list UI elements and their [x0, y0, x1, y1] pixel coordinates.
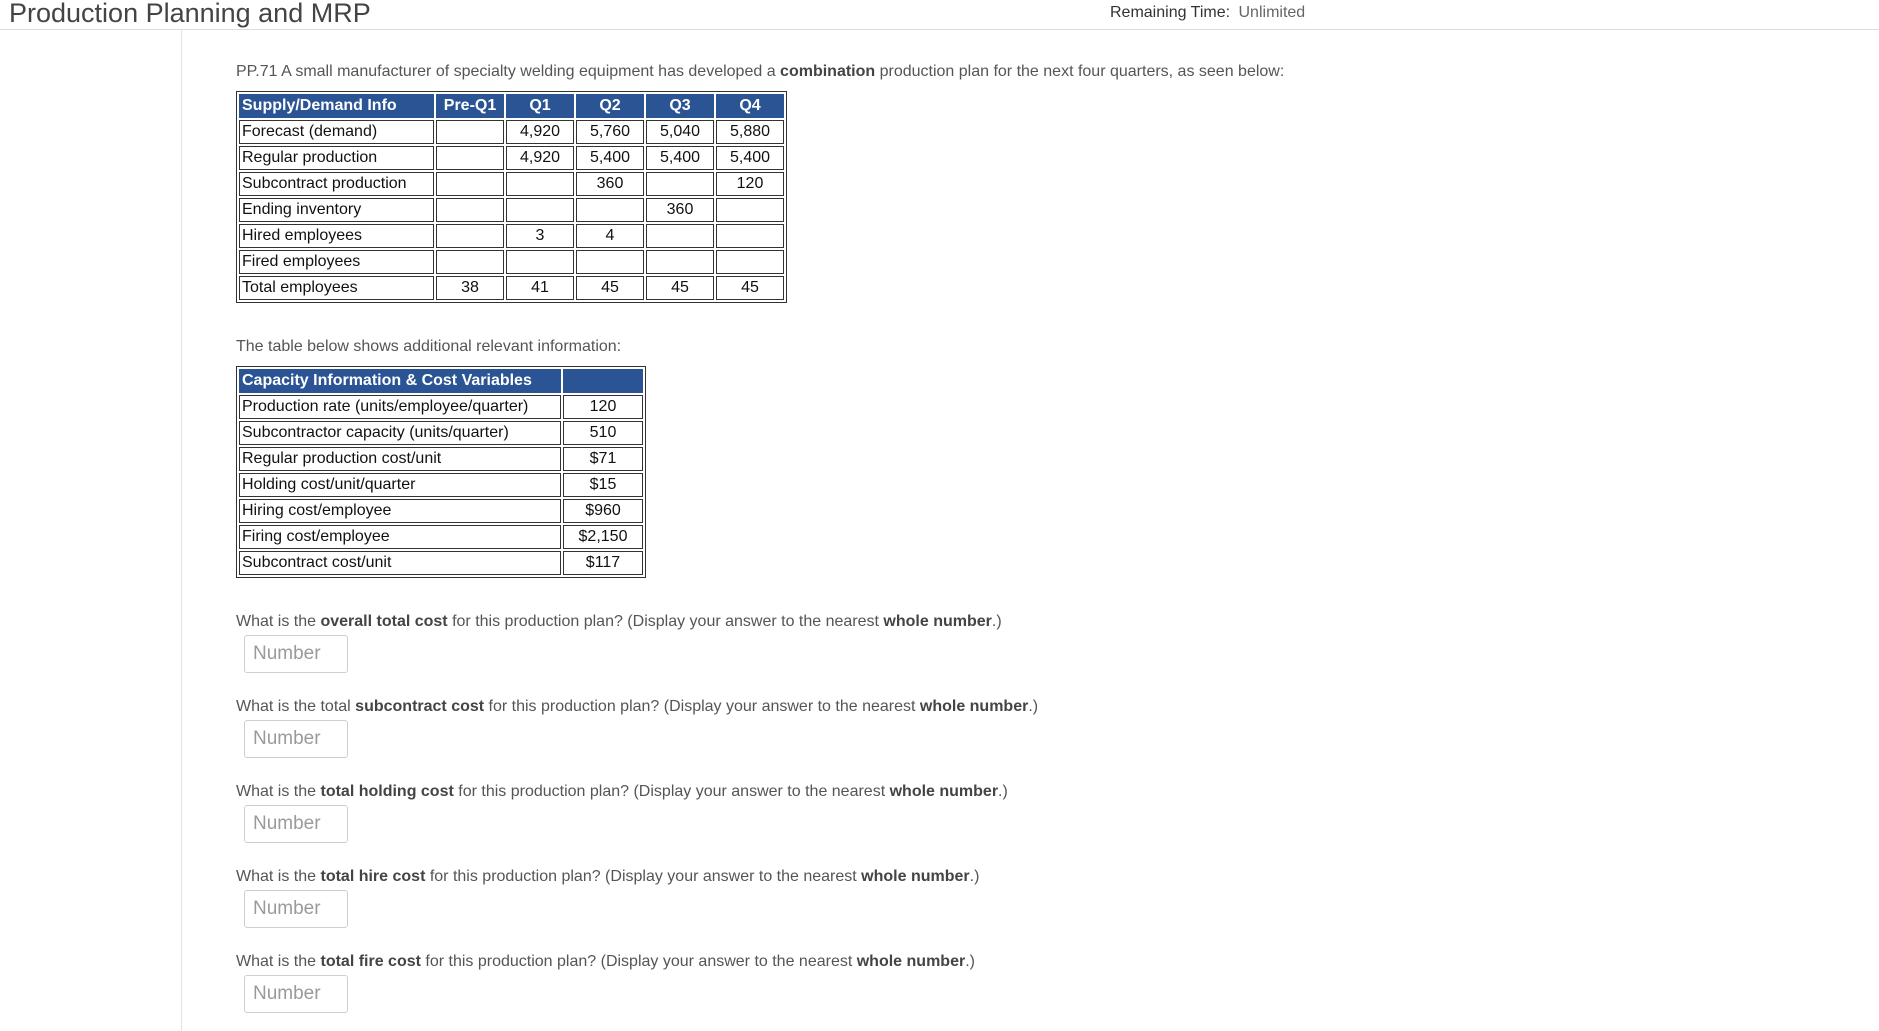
answer-input-overall-total-cost[interactable]: [244, 635, 348, 673]
problem-bold: combination: [780, 63, 876, 80]
column-header-empty: [563, 369, 643, 393]
question-fire-cost: What is the total fire cost for this production plan? (Display your answer to the nearest whole number.): [236, 953, 975, 970]
table-row: [239, 120, 784, 144]
table-row: [239, 447, 643, 471]
table-cell: [506, 250, 574, 274]
remaining-time: [1110, 4, 1305, 22]
answer-input-subcontract-cost[interactable]: [244, 720, 348, 758]
table-cell: 5,400: [576, 146, 644, 170]
problem-statement: [236, 63, 1284, 81]
row-label: Production rate (units/employee/quarter): [239, 395, 561, 419]
production-plan-table: [236, 91, 787, 303]
capacity-cost-table: [236, 366, 646, 578]
column-header: Q1: [506, 94, 574, 118]
column-header: Q2: [576, 94, 644, 118]
table-cell: 5,880: [716, 120, 784, 144]
table-header-row: [239, 369, 643, 393]
row-label: Hiring cost/employee: [239, 499, 561, 523]
table-cell: [576, 250, 644, 274]
table-cell: [576, 198, 644, 222]
table-cell: 4: [576, 224, 644, 248]
row-label: Regular production: [239, 146, 434, 170]
answer-input-hire-cost[interactable]: [244, 890, 348, 928]
table-row: [239, 224, 784, 248]
table-cell: $117: [563, 551, 643, 575]
column-header: Supply/Demand Info: [239, 94, 434, 118]
table-cell: [716, 224, 784, 248]
table-cell: [436, 120, 504, 144]
table-cell: 5,040: [646, 120, 714, 144]
table-row: [239, 525, 643, 549]
table-cell: 4,920: [506, 120, 574, 144]
table-cell: [506, 172, 574, 196]
table-row: [239, 172, 784, 196]
table-cell: 120: [563, 395, 643, 419]
table-row: [239, 250, 784, 274]
column-header: Capacity Information & Cost Variables: [239, 369, 561, 393]
row-label: Regular production cost/unit: [239, 447, 561, 471]
table-cell: 5,760: [576, 120, 644, 144]
answer-input-fire-cost[interactable]: [244, 975, 348, 1013]
table-cell: 45: [716, 276, 784, 300]
table-row: [239, 276, 784, 300]
table-cell: $2,150: [563, 525, 643, 549]
table-cell: [436, 250, 504, 274]
table-row: [239, 473, 643, 497]
table-cell: 360: [576, 172, 644, 196]
table-row: [239, 395, 643, 419]
table-cell: [506, 198, 574, 222]
table-cell: 38: [436, 276, 504, 300]
row-label: Hired employees: [239, 224, 434, 248]
table-cell: [716, 250, 784, 274]
row-label: Subcontractor capacity (units/quarter): [239, 421, 561, 445]
question-holding-cost: What is the total holding cost for this production plan? (Display your answer to the nearest whole number.): [236, 783, 1008, 800]
table-cell: 4,920: [506, 146, 574, 170]
table-cell: [436, 172, 504, 196]
row-label: Holding cost/unit/quarter: [239, 473, 561, 497]
row-label: Ending inventory: [239, 198, 434, 222]
column-header: Q4: [716, 94, 784, 118]
table-cell: [646, 224, 714, 248]
question-subcontract-cost: What is the total subcontract cost for this production plan? (Display your answer to the nearest whole number.): [236, 698, 1039, 715]
row-label: Subcontract cost/unit: [239, 551, 561, 575]
row-label: Firing cost/employee: [239, 525, 561, 549]
table-row: [239, 198, 784, 222]
column-header: Pre-Q1: [436, 94, 504, 118]
capacity-note: The table below shows additional relevant information:: [236, 338, 622, 355]
table-cell: $15: [563, 473, 643, 497]
table-cell: 5,400: [646, 146, 714, 170]
table-cell: [436, 224, 504, 248]
table-cell: [646, 172, 714, 196]
table-cell: $71: [563, 447, 643, 471]
table-header-row: [239, 94, 784, 118]
table-cell: 45: [646, 276, 714, 300]
row-label: Forecast (demand): [239, 120, 434, 144]
remaining-time-value: Unlimited: [1238, 4, 1306, 21]
table-row: [239, 146, 784, 170]
table-cell: 45: [576, 276, 644, 300]
table-cell: 120: [716, 172, 784, 196]
question-hire-cost: What is the total hire cost for this production plan? (Display your answer to the nearest whole number.): [236, 868, 980, 885]
table-row: [239, 551, 643, 575]
problem-prefix: PP.71 A small manufacturer of specialty welding equipment has developed a: [236, 63, 781, 80]
row-label: Fired employees: [239, 250, 434, 274]
table-cell: 510: [563, 421, 643, 445]
page-header: [0, 0, 1879, 30]
table-cell: $960: [563, 499, 643, 523]
left-rail-divider: [181, 30, 182, 1031]
table-cell: [716, 198, 784, 222]
table-row: [239, 499, 643, 523]
table-cell: [646, 250, 714, 274]
table-cell: [436, 198, 504, 222]
table-cell: 360: [646, 198, 714, 222]
remaining-time-label: Remaining Time:: [1110, 4, 1231, 21]
table-row: [239, 421, 643, 445]
question-overall-total-cost: What is the overall total cost for this production plan? (Display your answer to the nearest whole number.): [236, 613, 1002, 630]
table-cell: 41: [506, 276, 574, 300]
table-cell: 5,400: [716, 146, 784, 170]
column-header: Q3: [646, 94, 714, 118]
row-label: Subcontract production: [239, 172, 434, 196]
table-cell: [436, 146, 504, 170]
page-title: Production Planning and MRP: [9, 0, 371, 28]
answer-input-holding-cost[interactable]: [244, 805, 348, 843]
table-cell: 3: [506, 224, 574, 248]
problem-suffix: production plan for the next four quarters, as seen below:: [875, 63, 1285, 80]
row-label: Total employees: [239, 276, 434, 300]
